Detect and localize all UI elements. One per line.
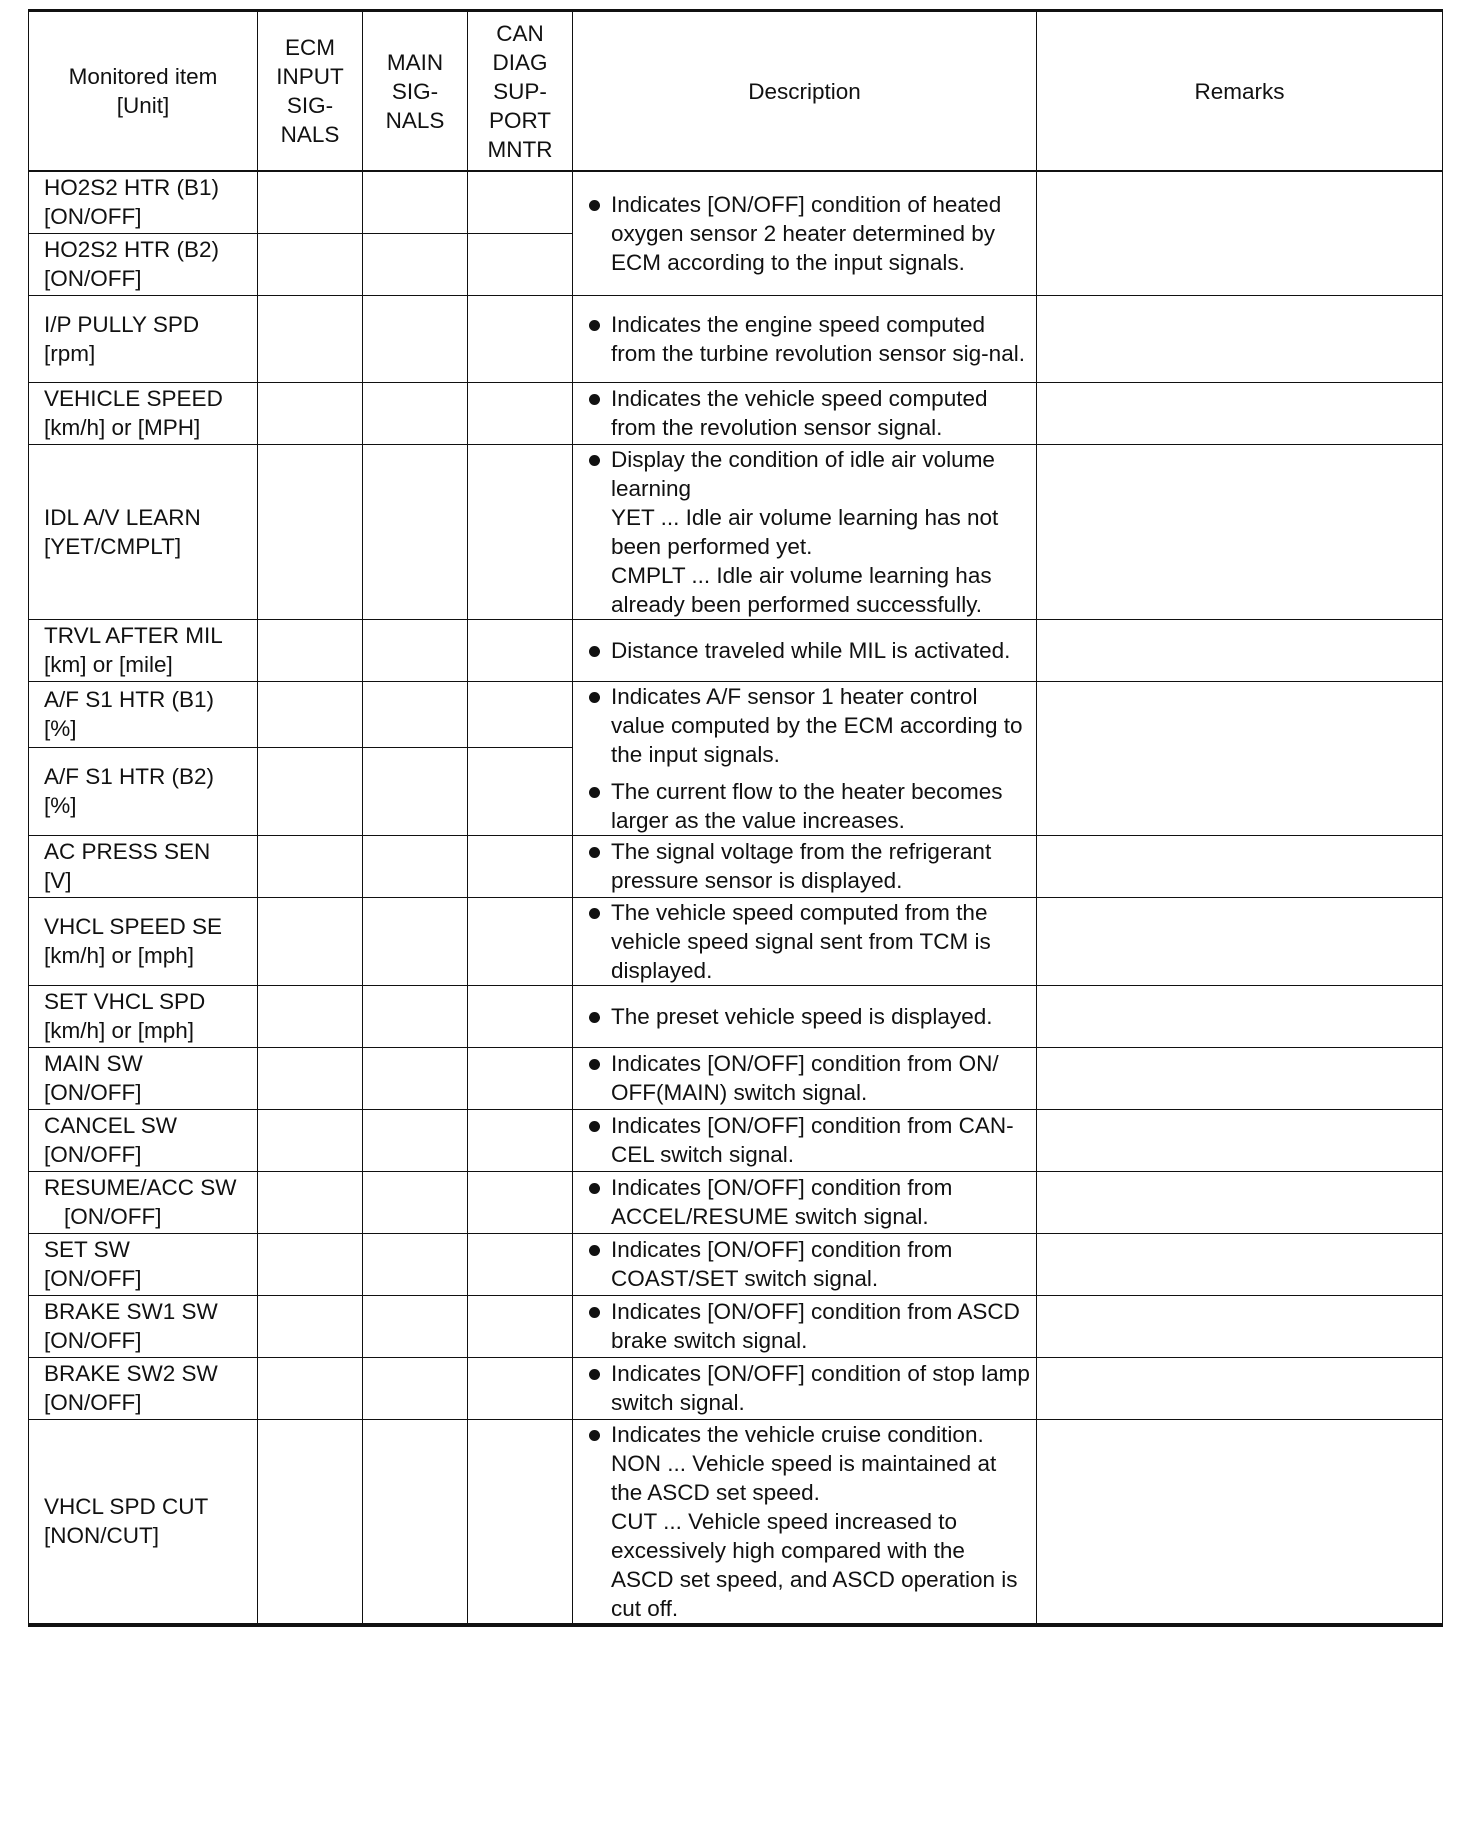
description-bullet — [588, 1297, 1030, 1355]
monitored-item-unit: [km/h] or [MPH] — [44, 415, 201, 440]
description-cell — [573, 835, 1037, 897]
can-diag-support-cell — [468, 1047, 573, 1109]
can-diag-support-cell — [468, 1233, 573, 1295]
table-row — [29, 1171, 1443, 1233]
monitored-item-unit: [ON/OFF] — [44, 266, 142, 291]
monitored-item-unit: [km/h] or [mph] — [44, 943, 195, 968]
description-text: Indicates the vehicle cruise condition. — [611, 1421, 984, 1447]
description-bullet — [588, 190, 1030, 277]
header-description: Description — [573, 11, 1037, 172]
monitored-item-unit: [V] — [44, 868, 72, 893]
remarks-cell — [1037, 897, 1443, 985]
monitored-item-name: VHCL SPEED SE — [44, 914, 222, 939]
table-row — [29, 681, 1443, 747]
monitored-item-name: A/F S1 HTR (B2) — [44, 764, 215, 790]
monitor-table-page — [28, 9, 1442, 1627]
ecm-input-signals-cell — [258, 382, 363, 444]
monitored-item-cell — [29, 681, 258, 747]
description-text: Indicates [ON/OFF] condition from ASCD brake switch signal. — [611, 1299, 1020, 1353]
description-bullet — [588, 1002, 1030, 1031]
monitored-item-name: AC PRESS SEN — [44, 839, 211, 864]
description-text: Indicates [ON/OFF] condition from ON/ OFF(MAIN) switch signal. — [611, 1051, 999, 1105]
description-bullet — [588, 636, 1030, 665]
description-bullet — [588, 837, 1030, 895]
ecm-input-signals-cell — [258, 1109, 363, 1171]
description-text: Indicates [ON/OFF] condition from COAST/SET switch signal. — [611, 1237, 953, 1291]
monitored-item-unit: [YET/CMPLT] — [44, 533, 182, 559]
ecm-input-signals-cell — [258, 1171, 363, 1233]
monitored-item-cell — [29, 897, 258, 985]
ecm-input-signals-cell — [258, 1233, 363, 1295]
ecm-input-signals-cell — [258, 747, 363, 835]
monitored-item-cell — [29, 1357, 258, 1419]
main-signals-cell — [363, 382, 468, 444]
ecm-input-signals-cell — [258, 444, 363, 619]
main-signals-cell — [363, 1357, 468, 1419]
table-row — [29, 1233, 1443, 1295]
monitored-item-name: TRVL AFTER MIL — [44, 623, 223, 648]
remarks-cell — [1037, 444, 1443, 619]
description-bullet — [588, 777, 1030, 835]
monitored-item-name: HO2S2 HTR (B1) — [44, 175, 220, 201]
description-cell — [573, 1171, 1037, 1233]
monitored-item-cell — [29, 747, 258, 835]
can-diag-support-cell — [468, 295, 573, 382]
description-cell — [573, 1109, 1037, 1171]
monitored-item-name: A/F S1 HTR (B1) — [44, 687, 215, 713]
description-subline: CUT ... Vehicle speed increased to excessively high compared with the ASCD set speed, and ASCD operation is cut off. — [611, 1508, 1018, 1621]
ecm-input-signals-cell — [258, 897, 363, 985]
can-diag-support-cell — [468, 835, 573, 897]
description-text: Indicates [ON/OFF] condition from ACCEL/RESUME switch signal. — [611, 1175, 953, 1229]
description-text: The preset vehicle speed is displayed. — [611, 1003, 993, 1029]
monitored-items-table — [28, 9, 1443, 1627]
table-row — [29, 1047, 1443, 1109]
table-row — [29, 382, 1443, 444]
description-bullet — [588, 310, 1030, 368]
main-signals-cell — [363, 681, 468, 747]
monitored-item-unit: [ON/OFF] — [64, 1204, 162, 1229]
table-row — [29, 171, 1443, 233]
description-cell — [573, 1357, 1037, 1419]
monitored-item-cell — [29, 1047, 258, 1109]
can-diag-support-cell — [468, 382, 573, 444]
monitored-item-cell — [29, 171, 258, 233]
monitored-item-unit: [km] or [mile] — [44, 652, 173, 677]
description-cell — [573, 681, 1037, 835]
description-text: The signal voltage from the refrigerant pressure sensor is displayed. — [611, 839, 992, 893]
monitored-item-unit: [ON/OFF] — [44, 1390, 142, 1415]
remarks-cell — [1037, 171, 1443, 295]
ecm-input-signals-cell — [258, 1047, 363, 1109]
description-cell — [573, 295, 1037, 382]
monitored-item-unit: [ON/OFF] — [44, 1266, 142, 1291]
remarks-cell — [1037, 619, 1443, 681]
description-cell — [573, 985, 1037, 1047]
remarks-cell — [1037, 985, 1443, 1047]
header-monitored-item: Monitored item [Unit] — [29, 11, 258, 172]
monitored-item-cell — [29, 233, 258, 295]
monitored-item-unit: [%] — [44, 716, 77, 742]
main-signals-cell — [363, 835, 468, 897]
ecm-input-signals-cell — [258, 835, 363, 897]
main-signals-cell — [363, 985, 468, 1047]
ecm-input-signals-cell — [258, 681, 363, 747]
monitored-item-unit: [NON/CUT] — [44, 1523, 159, 1548]
monitored-item-unit: [rpm] — [44, 340, 96, 366]
monitored-item-name: VHCL SPD CUT — [44, 1494, 209, 1519]
main-signals-cell — [363, 1047, 468, 1109]
can-diag-support-cell — [468, 747, 573, 835]
ecm-input-signals-cell — [258, 233, 363, 295]
ecm-input-signals-cell — [258, 295, 363, 382]
main-signals-cell — [363, 295, 468, 382]
ecm-input-signals-cell — [258, 171, 363, 233]
description-bullet — [588, 1049, 1030, 1107]
can-diag-support-cell — [468, 233, 573, 295]
description-text: Indicates the engine speed computed from the turbine revolution sensor sig-nal. — [611, 311, 1025, 366]
monitored-item-unit: [ON/OFF] — [44, 1142, 142, 1167]
monitored-item-name: CANCEL SW — [44, 1113, 177, 1138]
remarks-cell — [1037, 1295, 1443, 1357]
table-row — [29, 1357, 1443, 1419]
description-bullet — [588, 1235, 1030, 1293]
monitored-item-cell — [29, 1109, 258, 1171]
header-can-diag-support-mntr: CAN DIAG SUP- PORT MNTR — [468, 11, 573, 172]
description-cell — [573, 897, 1037, 985]
monitored-item-cell — [29, 985, 258, 1047]
monitored-item-name: RESUME/ACC SW — [44, 1175, 237, 1200]
monitored-item-unit: [km/h] or [mph] — [44, 1018, 195, 1043]
monitored-item-cell — [29, 444, 258, 619]
can-diag-support-cell — [468, 171, 573, 233]
monitored-item-unit: [ON/OFF] — [44, 204, 142, 230]
can-diag-support-cell — [468, 1109, 573, 1171]
can-diag-support-cell — [468, 619, 573, 681]
monitored-item-unit: [%] — [44, 793, 77, 819]
main-signals-cell — [363, 444, 468, 619]
main-signals-cell — [363, 233, 468, 295]
header-ecm-input-signals: ECM INPUT SIG- NALS — [258, 11, 363, 172]
monitored-item-cell — [29, 382, 258, 444]
description-bullet — [588, 1173, 1030, 1231]
remarks-cell — [1037, 1233, 1443, 1295]
monitored-item-name: BRAKE SW1 SW — [44, 1299, 218, 1324]
monitored-item-name: VEHICLE SPEED — [44, 386, 223, 411]
ecm-input-signals-cell — [258, 1357, 363, 1419]
description-text: Distance traveled while MIL is activated. — [611, 637, 1011, 663]
description-text: Indicates the vehicle speed computed from the revolution sensor signal. — [611, 386, 988, 440]
monitored-item-name: SET SW — [44, 1237, 130, 1262]
main-signals-cell — [363, 619, 468, 681]
remarks-cell — [1037, 1047, 1443, 1109]
description-cell — [573, 1419, 1037, 1625]
monitored-item-cell — [29, 835, 258, 897]
description-bullet — [588, 898, 1030, 985]
description-text: Indicates A/F sensor 1 heater control value computed by the ECM according to the input signals. — [611, 683, 1023, 767]
main-signals-cell — [363, 1171, 468, 1233]
ecm-input-signals-cell — [258, 985, 363, 1047]
description-text: Indicates [ON/OFF] condition of heated oxygen sensor 2 heater determined by ECM according to the input signals. — [611, 191, 1002, 275]
can-diag-support-cell — [468, 1419, 573, 1625]
can-diag-support-cell — [468, 1295, 573, 1357]
remarks-cell — [1037, 1357, 1443, 1419]
main-signals-cell — [363, 171, 468, 233]
description-text: Indicates [ON/OFF] condition from CAN-CEL switch signal. — [611, 1113, 1014, 1167]
description-bullet — [588, 384, 1030, 442]
main-signals-cell — [363, 1419, 468, 1625]
description-cell — [573, 1295, 1037, 1357]
table-header-row — [29, 11, 1443, 172]
monitored-item-cell — [29, 1171, 258, 1233]
table-row — [29, 295, 1443, 382]
monitored-item-cell — [29, 1295, 258, 1357]
remarks-cell — [1037, 681, 1443, 835]
header-main-signals: MAIN SIG- NALS — [363, 11, 468, 172]
ecm-input-signals-cell — [258, 1295, 363, 1357]
description-text: Indicates [ON/OFF] condition of stop lamp switch signal. — [611, 1361, 1030, 1415]
ecm-input-signals-cell — [258, 619, 363, 681]
description-bullet — [588, 682, 1030, 769]
can-diag-support-cell — [468, 1357, 573, 1419]
table-body — [29, 171, 1443, 1625]
description-bullet — [588, 445, 1030, 619]
table-row — [29, 897, 1443, 985]
can-diag-support-cell — [468, 444, 573, 619]
remarks-cell — [1037, 1419, 1443, 1625]
can-diag-support-cell — [468, 985, 573, 1047]
can-diag-support-cell — [468, 1171, 573, 1233]
table-row — [29, 1419, 1443, 1625]
monitored-item-name: MAIN SW — [44, 1051, 143, 1076]
description-cell — [573, 619, 1037, 681]
description-subline: NON ... Vehicle speed is maintained at the ASCD set speed. — [611, 1450, 997, 1505]
table-row — [29, 1295, 1443, 1357]
main-signals-cell — [363, 1233, 468, 1295]
table-row — [29, 985, 1443, 1047]
description-text: The current flow to the heater becomes larger as the value increases. — [611, 778, 1003, 833]
description-bullet — [588, 1420, 1030, 1623]
main-signals-cell — [363, 747, 468, 835]
can-diag-support-cell — [468, 681, 573, 747]
table-row — [29, 1109, 1443, 1171]
table-row — [29, 619, 1443, 681]
remarks-cell — [1037, 835, 1443, 897]
main-signals-cell — [363, 1295, 468, 1357]
header-remarks: Remarks — [1037, 11, 1443, 172]
ecm-input-signals-cell — [258, 1419, 363, 1625]
monitored-item-name: SET VHCL SPD — [44, 989, 206, 1014]
description-text: The vehicle speed computed from the vehicle speed signal sent from TCM is displayed. — [611, 899, 991, 983]
remarks-cell — [1037, 1171, 1443, 1233]
description-subline: CMPLT ... Idle air volume learning has already been performed successfully. — [611, 562, 992, 617]
remarks-cell — [1037, 382, 1443, 444]
monitored-item-cell — [29, 1233, 258, 1295]
monitored-item-unit: [ON/OFF] — [44, 1328, 142, 1353]
monitored-item-cell — [29, 295, 258, 382]
monitored-item-cell — [29, 1419, 258, 1625]
remarks-cell — [1037, 1109, 1443, 1171]
main-signals-cell — [363, 1109, 468, 1171]
description-cell — [573, 1047, 1037, 1109]
table-row — [29, 835, 1443, 897]
monitored-item-unit: [ON/OFF] — [44, 1080, 142, 1105]
remarks-cell — [1037, 295, 1443, 382]
description-subline: YET ... Idle air volume learning has not been performed yet. — [611, 504, 999, 559]
description-cell — [573, 1233, 1037, 1295]
description-cell — [573, 382, 1037, 444]
table-row — [29, 444, 1443, 619]
monitored-item-cell — [29, 619, 258, 681]
monitored-item-name: IDL A/V LEARN — [44, 504, 201, 530]
description-bullet — [588, 1359, 1030, 1417]
description-cell — [573, 444, 1037, 619]
main-signals-cell — [363, 897, 468, 985]
description-bullet — [588, 1111, 1030, 1169]
description-text: Display the condition of idle air volume learning — [611, 446, 995, 501]
monitored-item-name: BRAKE SW2 SW — [44, 1361, 218, 1386]
can-diag-support-cell — [468, 897, 573, 985]
monitored-item-name: I/P PULLY SPD — [44, 311, 200, 337]
monitored-item-name: HO2S2 HTR (B2) — [44, 237, 220, 262]
description-cell — [573, 171, 1037, 295]
